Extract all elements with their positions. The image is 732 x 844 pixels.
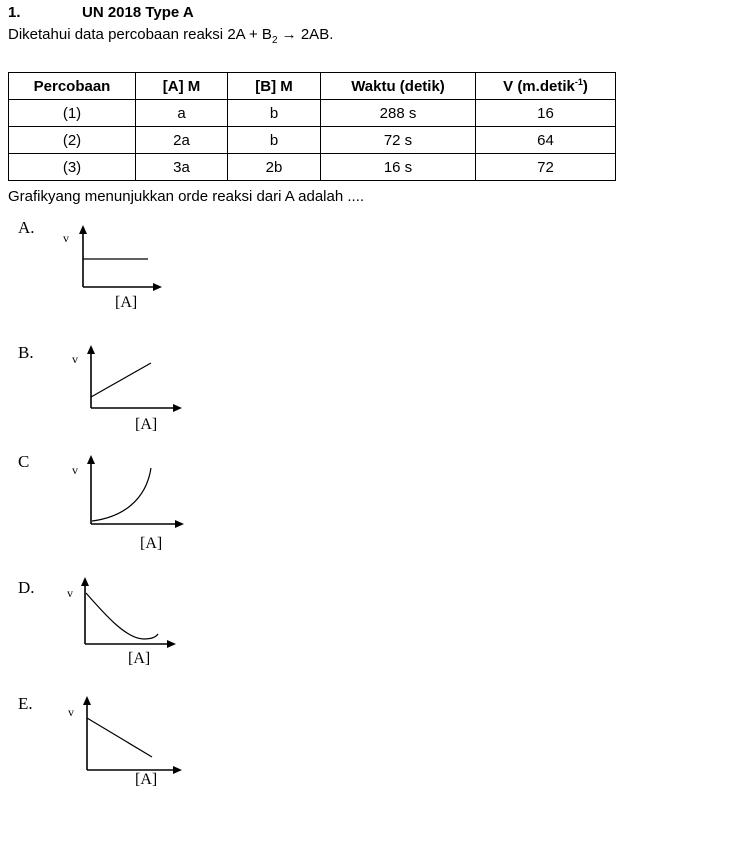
x-axis-arrow-icon [173,404,182,412]
option-b-label[interactable]: B. [18,343,34,362]
option-a-graph[interactable] [70,225,170,300]
table-row [9,127,616,154]
rate-curve [92,468,151,521]
x-axis-arrow-icon [175,520,184,528]
header-rate-text: V (m.detik [503,78,575,95]
cell-conc-a: a [136,100,228,127]
cell-rate: 16 [476,100,616,127]
option-e-graph[interactable] [74,696,189,776]
y-axis-arrow-icon [79,225,87,234]
option-e-label[interactable]: E. [18,694,33,713]
cell-time: 16 s [321,154,476,181]
y-axis-arrow-icon [87,455,95,464]
cell-trial: (2) [9,127,136,154]
header-time: Waktu (detik) [321,73,476,100]
rate-curve [86,593,158,639]
option-a-y-label: v [63,231,69,245]
option-d-x-label: [A] [128,650,151,667]
option-c-x-label: [A] [140,535,163,552]
x-axis-arrow-icon [167,640,176,648]
option-b-graph[interactable] [78,345,188,420]
option-b-y-label: v [72,352,78,366]
known-statement [8,26,333,46]
header-conc-b: [B] M [228,73,321,100]
header-rate-close: ) [582,78,588,95]
question-prompt: Grafikyang menunjukkan orde reaksi dari A adalah .... [8,188,365,205]
option-e-y-label: v [68,705,74,719]
option-d-y-label: v [67,586,73,600]
x-axis-arrow-icon [153,283,162,291]
y-axis-arrow-icon [87,345,95,354]
question-number: 1. [8,4,21,21]
cell-rate: 72 [476,154,616,181]
cell-trial: (3) [9,154,136,181]
experiment-table [8,72,616,181]
option-d-graph[interactable] [72,577,182,652]
cell-time: 72 s [321,127,476,154]
header-conc-a: [A] M [136,73,228,100]
cell-trial: (1) [9,100,136,127]
option-d-label[interactable]: D. [18,578,35,597]
y-axis-arrow-icon [81,577,89,586]
option-e-x-label: [A] [135,771,158,788]
cell-time: 288 s [321,100,476,127]
option-b-x-label: [A] [135,416,158,433]
reaction-product: 2AB. [300,26,334,43]
cell-conc-b: 2b [228,154,321,181]
header-rate [476,73,616,100]
table-row [9,100,616,127]
reaction-reactants: 2A + B [227,26,272,43]
header-rate-exponent: -1 [574,77,583,87]
option-a-x-label: [A] [115,294,138,311]
option-a-label[interactable]: A. [18,218,35,237]
cell-conc-a: 2a [136,127,228,154]
option-c-graph[interactable] [78,455,188,535]
y-axis-arrow-icon [83,696,91,705]
table-row [9,154,616,181]
option-c-y-label: v [72,463,78,477]
question-source: UN 2018 Type A [82,4,194,21]
known-prefix: Diketahui data percobaan reaksi [8,26,224,43]
cell-conc-b: b [228,127,321,154]
option-c-label[interactable]: C [18,452,30,471]
cell-conc-b: b [228,100,321,127]
cell-conc-a: 3a [136,154,228,181]
x-axis-arrow-icon [173,766,182,774]
rate-curve [87,718,152,757]
rate-curve [91,363,151,397]
header-percobaan: Percobaan [9,73,136,100]
table-header-row [9,73,616,100]
reaction-subscript: 2 [271,35,278,46]
cell-rate: 64 [476,127,616,154]
reaction-arrow: → [281,26,297,43]
